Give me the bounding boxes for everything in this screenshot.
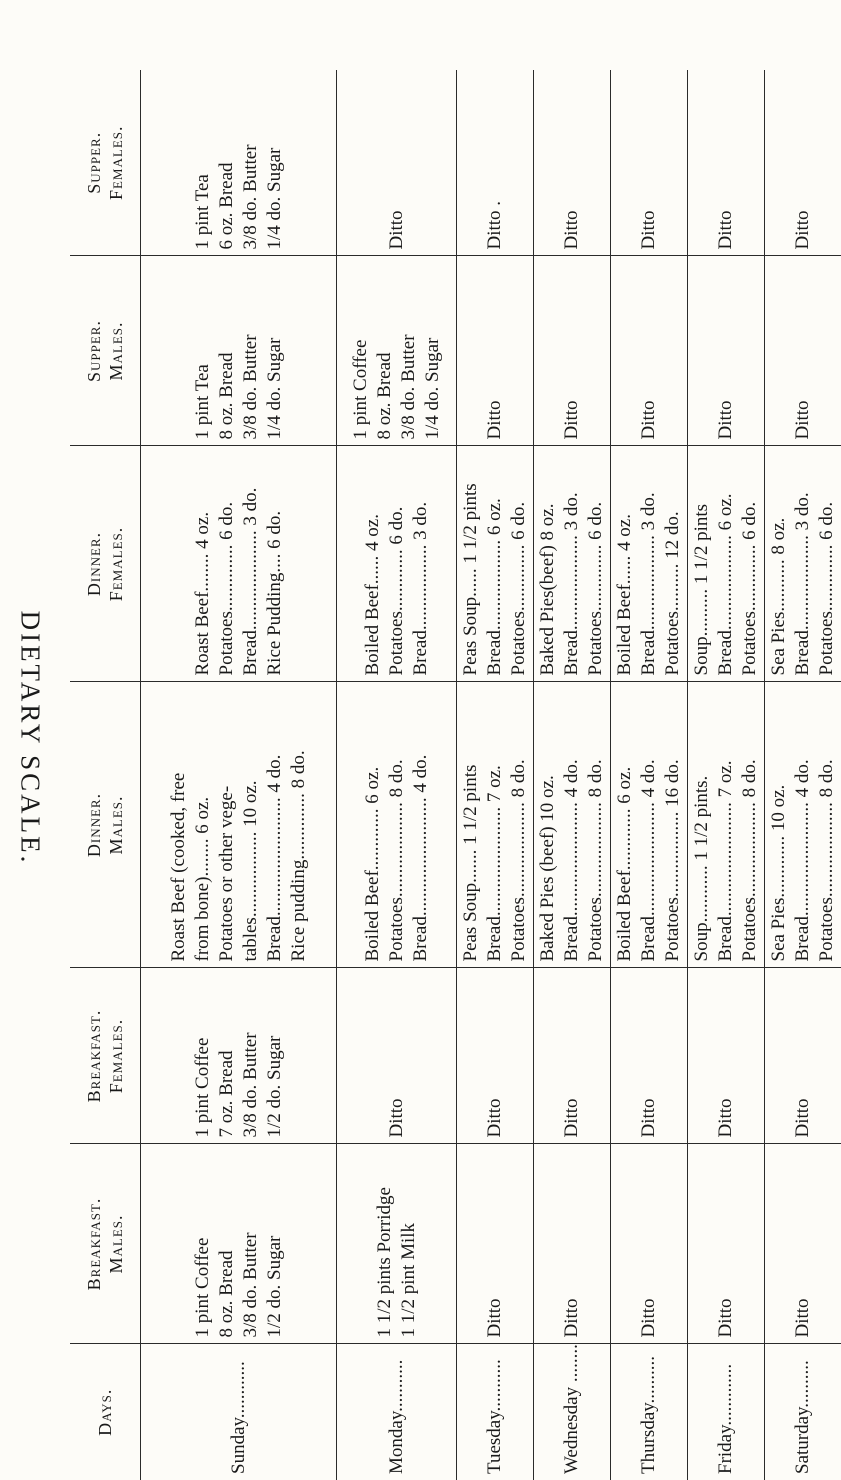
ration-line: 1 1/2 pints Porridge <box>373 1151 397 1338</box>
header-breakfast-females <box>70 968 141 1144</box>
ration-line: Bread........................ 4 do. <box>637 689 661 962</box>
ration-line: Ditto <box>637 975 661 1138</box>
ration-line: 3/8 do. Butter <box>239 263 263 440</box>
header-days-label: Days. <box>94 1351 116 1475</box>
ration-line: Roast Beef (cooked, free <box>167 689 191 962</box>
ration-line: Sea Pies........... 8 oz. <box>767 453 791 676</box>
dinner-males-cell <box>765 682 841 968</box>
dinner-females-cell <box>457 446 534 682</box>
ration-line: Soup.......... 1 1/2 pints <box>690 453 714 676</box>
header-label: Breakfast. <box>83 975 105 1138</box>
supper-females-cell <box>337 70 457 256</box>
ration-line: Ditto <box>714 975 738 1138</box>
ration-line: Potatoes.............. 6 do. <box>815 453 839 676</box>
day-label: Monday........... <box>386 1360 407 1474</box>
ration-line: Sea Pies............. 10 oz. <box>767 689 791 962</box>
breakfast-females-cell <box>611 968 688 1144</box>
ration-line: Bread........................ 4 do. <box>791 689 815 962</box>
dinner-females-cell <box>337 446 457 682</box>
ration-line: 1/4 do. Sugar <box>263 263 287 440</box>
ration-line: Bread................... 6 oz. <box>483 453 507 676</box>
ration-line: 3/8 do. Butter <box>239 76 263 250</box>
breakfast-males-cell <box>534 1144 611 1344</box>
ration-line: Bread......................... 4 do. <box>263 689 287 962</box>
supper-females-cell <box>457 70 534 256</box>
header-sublabel: Females. <box>105 975 127 1138</box>
supper-males-cell <box>141 256 337 446</box>
ration-line: Potatoes.................... 8 do. <box>385 689 409 962</box>
ration-line: Ditto <box>483 1151 507 1338</box>
ration-line: Ditto <box>483 975 507 1138</box>
breakfast-males-cell <box>611 1144 688 1344</box>
ration-line: Soup............ 1 1/2 pints. <box>690 689 714 962</box>
ration-line: 1/4 do. Sugar <box>263 76 287 250</box>
table-row <box>688 70 765 1480</box>
ration-line: Boiled Beef............. 6 oz. <box>361 689 385 962</box>
table-row <box>141 70 337 1480</box>
ration-line: Bread......................... 4 do. <box>409 689 433 962</box>
day-cell <box>337 1344 457 1480</box>
supper-females-cell <box>534 70 611 256</box>
breakfast-males-cell <box>141 1144 337 1344</box>
table-row <box>534 70 611 1480</box>
dinner-males-cell <box>141 682 337 968</box>
header-supper-females <box>70 70 141 256</box>
breakfast-females-cell <box>688 968 765 1144</box>
ration-line: Potatoes.................. 16 do. <box>661 689 685 962</box>
supper-females-cell <box>688 70 765 256</box>
day-label: Sunday............ <box>228 1361 249 1474</box>
ration-line: 8 oz. Bread <box>373 263 397 440</box>
day-label: Thursday.......... <box>638 1356 659 1474</box>
table-row <box>337 70 457 1480</box>
ration-line: 1 1/2 pint Milk <box>397 1151 421 1338</box>
breakfast-males-cell <box>688 1144 765 1344</box>
ration-line: Ditto <box>791 76 815 250</box>
ration-line: 1 pint Coffee <box>191 1151 215 1338</box>
ration-line: Peas Soup....... 1 1/2 pints <box>459 689 483 962</box>
supper-males-cell <box>765 256 841 446</box>
ration-line: 1 pint Coffee <box>349 263 373 440</box>
breakfast-males-cell <box>457 1144 534 1344</box>
header-sublabel: Females. <box>105 76 127 250</box>
breakfast-females-cell <box>141 968 337 1144</box>
day-label: Tuesday........... <box>484 1359 505 1474</box>
day-label: Friday............. <box>715 1364 736 1474</box>
day-cell <box>457 1344 534 1480</box>
dinner-females-cell <box>534 446 611 682</box>
header-sublabel: Females. <box>105 453 127 676</box>
ration-line: Ditto <box>560 975 584 1138</box>
ration-line: 1/4 do. Sugar <box>421 263 445 440</box>
ration-line: Ditto <box>637 1151 661 1338</box>
header-label: Supper. <box>83 76 105 250</box>
table-row <box>611 70 688 1480</box>
breakfast-females-cell <box>765 968 841 1144</box>
ration-line: Ditto <box>483 263 507 440</box>
ration-line: Potatoes.................... 8 do. <box>507 689 531 962</box>
breakfast-females-cell <box>337 968 457 1144</box>
ration-line: Ditto <box>714 76 738 250</box>
header-label: Dinner. <box>83 453 105 676</box>
ration-line: 1 pint Coffee <box>191 975 215 1138</box>
header-sublabel: Males. <box>105 689 127 962</box>
dinner-females-cell <box>611 446 688 682</box>
breakfast-males-cell <box>337 1144 457 1344</box>
ration-line: Bread.................... 3 do. <box>791 453 815 676</box>
ration-line: from bone)........ 6 oz. <box>191 689 215 962</box>
ration-line: Ditto <box>714 1151 738 1338</box>
supper-males-cell <box>611 256 688 446</box>
day-cell <box>688 1344 765 1480</box>
ration-line: Ditto <box>560 263 584 440</box>
ration-line: Bread........................ 4 do. <box>560 689 584 962</box>
ration-line: Ditto <box>637 263 661 440</box>
ration-line: Potatoes.......... 12 do. <box>661 453 685 676</box>
ration-line: Potatoes or other vege- <box>215 689 239 962</box>
ration-line: Ditto <box>560 1151 584 1338</box>
header-label: Supper. <box>83 263 105 440</box>
header-dinner-females <box>70 446 141 682</box>
ration-line: Boiled Beef...... 4 oz. <box>613 453 637 676</box>
ration-line: 1/2 do. Sugar <box>263 975 287 1138</box>
ration-line: Boiled Beef............. 6 oz. <box>613 689 637 962</box>
breakfast-males-cell <box>765 1144 841 1344</box>
ration-line: Bread.................... 3 do. <box>560 453 584 676</box>
supper-males-cell <box>534 256 611 446</box>
table-row <box>457 70 534 1480</box>
supper-females-cell <box>141 70 337 256</box>
ration-line: 1 pint Tea <box>191 76 215 250</box>
ration-line: Rice Pudding.... 6 do. <box>263 453 287 676</box>
day-cell <box>141 1344 337 1480</box>
header-row <box>70 70 141 1480</box>
dinner-females-cell <box>765 446 841 682</box>
ration-line: 8 oz. Bread <box>215 1151 239 1338</box>
ration-line: 1 pint Tea <box>191 263 215 440</box>
day-cell <box>765 1344 841 1480</box>
ration-line: 8 oz. Bread <box>215 263 239 440</box>
ration-line: Ditto <box>791 975 815 1138</box>
ration-line: Ditto <box>637 76 661 250</box>
supper-males-cell <box>337 256 457 446</box>
ration-line: Baked Pies(beef) 8 oz. <box>536 453 560 676</box>
ration-line: Rice pudding.............. 8 do. <box>287 689 311 962</box>
ration-line: tables.................. 10 oz. <box>239 689 263 962</box>
dinner-males-cell <box>534 682 611 968</box>
breakfast-females-cell <box>457 968 534 1144</box>
ration-line: Potatoes.............. 6 do. <box>738 453 762 676</box>
ration-line: Bread........................ 7 oz. <box>714 689 738 962</box>
ration-line: Ditto <box>560 76 584 250</box>
ration-line: Bread....................... 7 oz. <box>483 689 507 962</box>
ration-line: Bread..................... 3 do. <box>239 453 263 676</box>
supper-males-cell <box>688 256 765 446</box>
ration-line: Potatoes.............. 6 do. <box>215 453 239 676</box>
ration-line: Baked Pies (beef) 10 oz. <box>536 689 560 962</box>
supper-males-cell <box>457 256 534 446</box>
ration-line: Potatoes.................... 8 do. <box>584 689 608 962</box>
ration-line: Ditto <box>385 76 409 250</box>
ration-line: Ditto <box>791 263 815 440</box>
day-cell <box>534 1344 611 1480</box>
ration-line: Peas Soup...... 1 1/2 pints <box>459 453 483 676</box>
ration-line: Potatoes.............. 6 do. <box>584 453 608 676</box>
ration-line: 1/2 do. Sugar <box>263 1151 287 1338</box>
ration-line: Potatoes.................... 8 do. <box>738 689 762 962</box>
header-sublabel: Males. <box>105 1151 127 1338</box>
supper-females-cell <box>611 70 688 256</box>
ration-line: Ditto <box>791 1151 815 1338</box>
dinner-males-cell <box>611 682 688 968</box>
header-breakfast-males <box>70 1144 141 1344</box>
ration-line: Potatoes............. 6 do. <box>385 453 409 676</box>
header-sublabel: Males. <box>105 263 127 440</box>
breakfast-females-cell <box>534 968 611 1144</box>
header-label: Dinner. <box>83 689 105 962</box>
dinner-females-cell <box>688 446 765 682</box>
ration-line: Ditto <box>714 263 738 440</box>
page-title-area <box>0 0 60 1476</box>
day-label: Saturday.......... <box>792 1360 813 1474</box>
ration-line: 7 oz. Bread <box>215 975 239 1138</box>
table-row <box>765 70 841 1480</box>
header-dinner-males <box>70 682 141 968</box>
dinner-females-cell <box>141 446 337 682</box>
ration-line: Potatoes.............. 6 do. <box>507 453 531 676</box>
supper-females-cell <box>765 70 841 256</box>
dinner-males-cell <box>337 682 457 968</box>
header-supper-males <box>70 256 141 446</box>
ration-line: Bread.................... 3 do. <box>637 453 661 676</box>
dietary-scale-table-area <box>70 70 780 1480</box>
ration-line: 3/8 do. Butter <box>397 263 421 440</box>
ration-line: 6 oz. Bread <box>215 76 239 250</box>
day-cell <box>611 1344 688 1480</box>
header-days <box>70 1344 141 1480</box>
table-body <box>141 70 841 1480</box>
ration-line: Roast Beef........ 4 oz. <box>191 453 215 676</box>
day-label: Wednesday ........ <box>561 1344 582 1474</box>
ration-line: 3/8 do. Butter <box>239 1151 263 1338</box>
ration-line: Potatoes.................... 8 do. <box>815 689 839 962</box>
dietary-scale-table <box>70 70 841 1480</box>
ration-line: Bread.................. 3 do. <box>409 453 433 676</box>
dinner-males-cell <box>688 682 765 968</box>
ration-line: Ditto . <box>483 76 507 250</box>
page-title: DIETARY SCALE. <box>15 611 46 866</box>
dinner-males-cell <box>457 682 534 968</box>
ration-line: Ditto <box>385 975 409 1138</box>
ration-line: 3/8 do. Butter <box>239 975 263 1138</box>
ration-line: Boiled Beef...... 4 oz. <box>361 453 385 676</box>
header-label: Breakfast. <box>83 1151 105 1338</box>
ration-line: Bread.................... 6 oz. <box>714 453 738 676</box>
